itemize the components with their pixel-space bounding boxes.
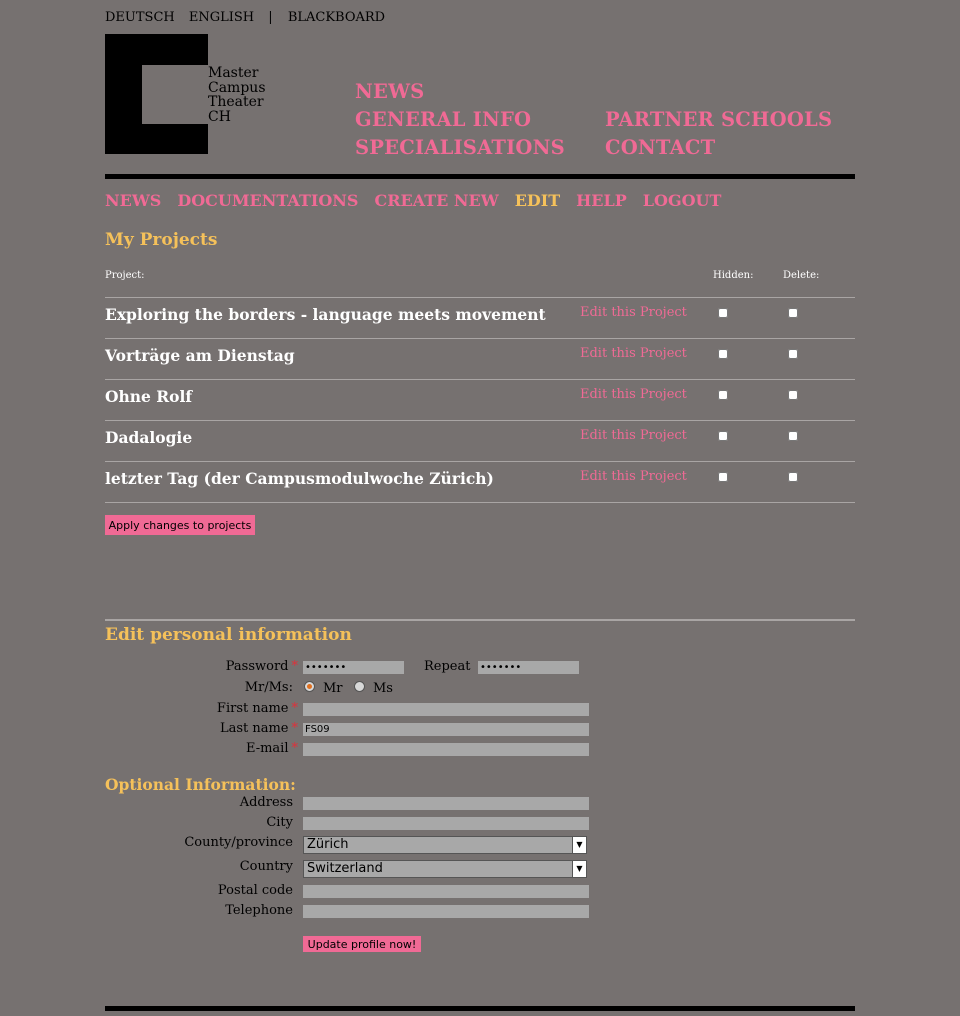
subnav-logout[interactable]: LOGOUT	[642, 191, 722, 210]
county-select-value: Zürich	[307, 837, 349, 852]
blackboard-link[interactable]: BLACKBOARD	[287, 10, 386, 25]
delete-checkbox[interactable]	[788, 349, 798, 359]
first-name-field[interactable]	[303, 703, 589, 716]
column-header-project: Project:	[105, 270, 145, 281]
address-field[interactable]	[303, 797, 589, 810]
address-label: Address	[239, 795, 293, 810]
projects-table-bottom-rule	[105, 502, 855, 503]
hidden-checkbox[interactable]	[718, 431, 728, 441]
project-row	[105, 461, 855, 503]
logo-line-1: Master	[208, 65, 259, 81]
hidden-checkbox[interactable]	[718, 472, 728, 482]
last-name-label	[105, 721, 298, 736]
hidden-checkbox[interactable]	[718, 390, 728, 400]
logo-line-3: Theater	[208, 94, 264, 110]
delete-checkbox[interactable]	[788, 390, 798, 400]
mr-radio[interactable]	[304, 681, 315, 692]
postal-code-field[interactable]	[303, 885, 589, 898]
project-row	[105, 420, 855, 462]
main-nav-general-info[interactable]: GENERAL INFO	[355, 108, 532, 131]
subnav-edit[interactable]: EDIT	[514, 191, 561, 210]
project-title: Ohne Rolf	[105, 387, 193, 406]
password-label-text: Password	[225, 659, 289, 674]
column-header-delete: Delete:	[783, 270, 820, 281]
project-title: letzter Tag (der Campusmodulwoche Zürich)	[105, 469, 494, 488]
password-field[interactable]	[303, 661, 404, 674]
country-select[interactable]	[303, 860, 587, 878]
header-divider	[105, 174, 855, 179]
telephone-label: Telephone	[225, 903, 293, 918]
postal-code-label: Postal code	[217, 883, 293, 898]
chevron-down-icon[interactable]: ▼	[572, 837, 586, 853]
apply-changes-button[interactable]: Apply changes to projects	[105, 515, 255, 535]
required-marker: *	[291, 659, 298, 674]
project-row	[105, 297, 855, 339]
required-marker: *	[291, 741, 298, 756]
repeat-password-field[interactable]	[478, 661, 579, 674]
logo-line-2: Campus	[208, 79, 266, 96]
project-row	[105, 338, 855, 380]
password-label	[105, 659, 298, 674]
section-divider	[105, 619, 855, 621]
chevron-down-icon[interactable]: ▼	[572, 861, 586, 877]
language-bar	[105, 10, 395, 25]
required-marker: *	[291, 721, 298, 736]
delete-checkbox[interactable]	[788, 308, 798, 318]
edit-project-link[interactable]: Edit this Project	[580, 346, 687, 361]
edit-project-link[interactable]: Edit this Project	[580, 469, 687, 484]
delete-checkbox[interactable]	[788, 431, 798, 441]
county-select[interactable]	[303, 836, 587, 854]
subnav-help[interactable]: HELP	[576, 191, 627, 210]
telephone-field[interactable]	[303, 905, 589, 918]
hidden-checkbox[interactable]	[718, 308, 728, 318]
logo-line-4: CH	[208, 108, 231, 125]
subnav-create-new[interactable]: CREATE NEW	[374, 191, 499, 210]
update-profile-button[interactable]: Update profile now!	[303, 936, 421, 952]
project-row	[105, 379, 855, 421]
city-label: City	[266, 815, 293, 830]
column-header-hidden: Hidden:	[713, 270, 754, 281]
logo-mark-cutout	[142, 65, 208, 124]
ms-radio[interactable]	[354, 681, 365, 692]
sub-navigation	[105, 191, 737, 210]
footer-divider	[105, 1006, 855, 1011]
lang-deutsch-link[interactable]: DEUTSCH	[105, 10, 175, 25]
edit-project-link[interactable]: Edit this Project	[580, 428, 687, 443]
main-nav-partner-schools[interactable]: PARTNER SCHOOLS	[605, 108, 833, 131]
last-name-field[interactable]	[303, 723, 589, 736]
ms-radio-label: Ms	[373, 681, 393, 696]
main-nav-specialisations[interactable]: SPECIALISATIONS	[355, 136, 565, 159]
site-logo[interactable]	[105, 34, 275, 154]
email-label-text: E-mail	[245, 741, 289, 756]
delete-checkbox[interactable]	[788, 472, 798, 482]
my-projects-heading: My Projects	[105, 230, 218, 250]
city-field[interactable]	[303, 817, 589, 830]
main-nav-contact[interactable]: CONTACT	[605, 136, 716, 159]
logo-wordmark	[208, 66, 266, 124]
lang-english-link[interactable]: ENGLISH	[188, 10, 255, 25]
subnav-documentations[interactable]: DOCUMENTATIONS	[177, 191, 359, 210]
email-field[interactable]	[303, 743, 589, 756]
lang-separator: |	[268, 10, 273, 25]
repeat-password-label: Repeat	[424, 659, 471, 674]
first-name-label	[105, 701, 298, 716]
first-name-label-text: First name	[216, 701, 289, 716]
optional-info-heading: Optional Information:	[105, 775, 296, 794]
mr-radio-label: Mr	[323, 681, 343, 696]
main-nav-news[interactable]: NEWS	[355, 80, 425, 103]
project-title: Vorträge am Dienstag	[105, 346, 295, 365]
edit-personal-info-heading: Edit personal information	[105, 625, 352, 645]
salutation-label: Mr/Ms:	[244, 680, 293, 695]
email-label	[105, 741, 298, 756]
edit-project-link[interactable]: Edit this Project	[580, 387, 687, 402]
last-name-label-text: Last name	[219, 721, 289, 736]
subnav-news[interactable]: NEWS	[105, 191, 162, 210]
project-title: Dadalogie	[105, 428, 193, 447]
project-title: Exploring the borders - language meets movement	[105, 305, 546, 324]
country-label: Country	[239, 859, 293, 874]
hidden-checkbox[interactable]	[718, 349, 728, 359]
country-select-value: Switzerland	[307, 861, 383, 876]
county-label: County/province	[184, 835, 293, 850]
edit-project-link[interactable]: Edit this Project	[580, 305, 687, 320]
required-marker: *	[291, 701, 298, 716]
